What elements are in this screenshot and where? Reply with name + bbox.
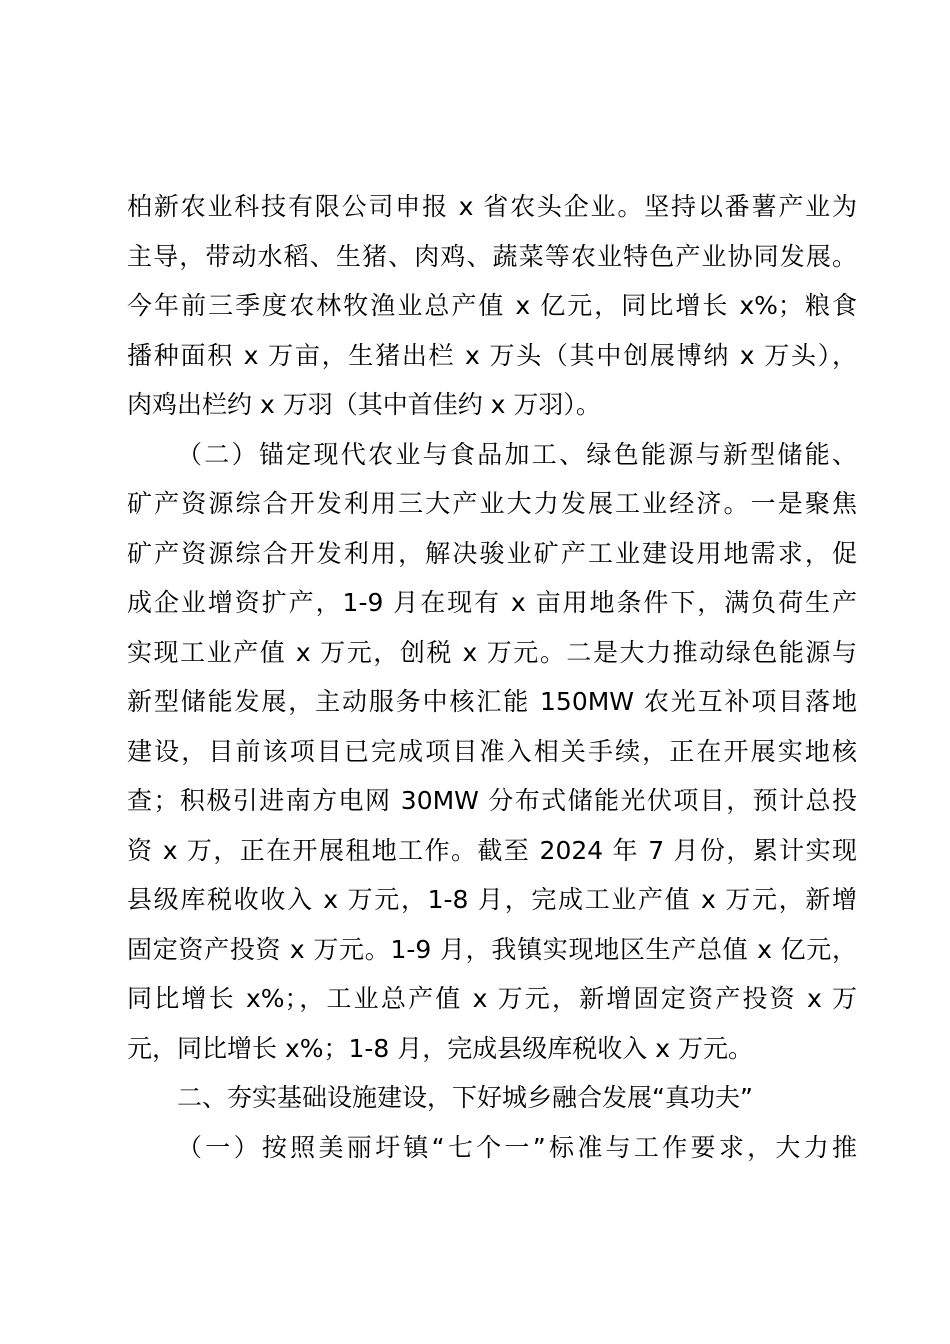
text-line: 主导，带动水稻、生猪、肉鸡、蔬菜等农业特色产业协同发展。	[127, 241, 857, 271]
text-line: 播种面积 x 万亩，生猪出栏 x 万头（其中创展博纳 x 万头），	[127, 340, 857, 370]
text-line: 县级库税收收入 x 万元，1-8 月，完成工业产值 x 万元，新增	[127, 885, 857, 914]
text-line: 查；积极引进南方电网 30MW 分布式储能光伏项目，预计总投	[127, 786, 857, 815]
text-line: 柏新农业科技有限公司申报 x 省农头企业。坚持以番薯产业为	[127, 192, 857, 221]
text-line: 矿产资源综合开发利用，解决骏业矿产工业建设用地需求，促	[127, 538, 857, 568]
section-heading: 二、夯实基础设施建设，下好城乡融合发展“真功夫”	[177, 1083, 753, 1112]
text-line: 肉鸡出栏约 x 万羽（其中首佳约 x 万羽）。	[127, 390, 601, 419]
document-body	[127, 182, 857, 1172]
text-line: 矿产资源综合开发利用三大产业大力发展工业经济。一是聚焦	[127, 489, 857, 518]
text-line: 同比增长 x%；，工业总产值 x 万元，新增固定资产投资 x 万	[127, 984, 857, 1013]
text-line: 今年前三季度农林牧渔业总产值 x 亿元，同比增长 x%；粮食	[127, 291, 857, 320]
text-line: 实现工业产值 x 万元，创税 x 万元。二是大力推动绿色能源与	[127, 637, 857, 667]
paragraph-heading: （二）锚定现代农业与食品加工、绿色能源与新型储能、	[177, 439, 857, 469]
text-line: 成企业增资扩产，1-9 月在现有 x 亩用地条件下，满负荷生产	[127, 588, 857, 617]
text-line: 固定资产投资 x 万元。1-9 月，我镇实现地区生产总值 x 亿元，	[127, 934, 857, 964]
text-line: 元，同比增长 x%；1-8 月，完成县级库税收入 x 万元。	[127, 1033, 753, 1063]
paragraph-heading: （一）按照美丽圩镇“七个一”标准与工作要求，大力推	[177, 1132, 857, 1162]
text-line: 资 x 万，正在开展租地工作。截至 2024 年 7 月份，累计实现	[127, 835, 857, 865]
text-line: 新型储能发展，主动服务中核汇能 150MW 农光互补项目落地	[127, 687, 857, 716]
text-line: 建设，目前该项目已完成项目准入相关手续，正在开展实地核	[127, 736, 857, 766]
